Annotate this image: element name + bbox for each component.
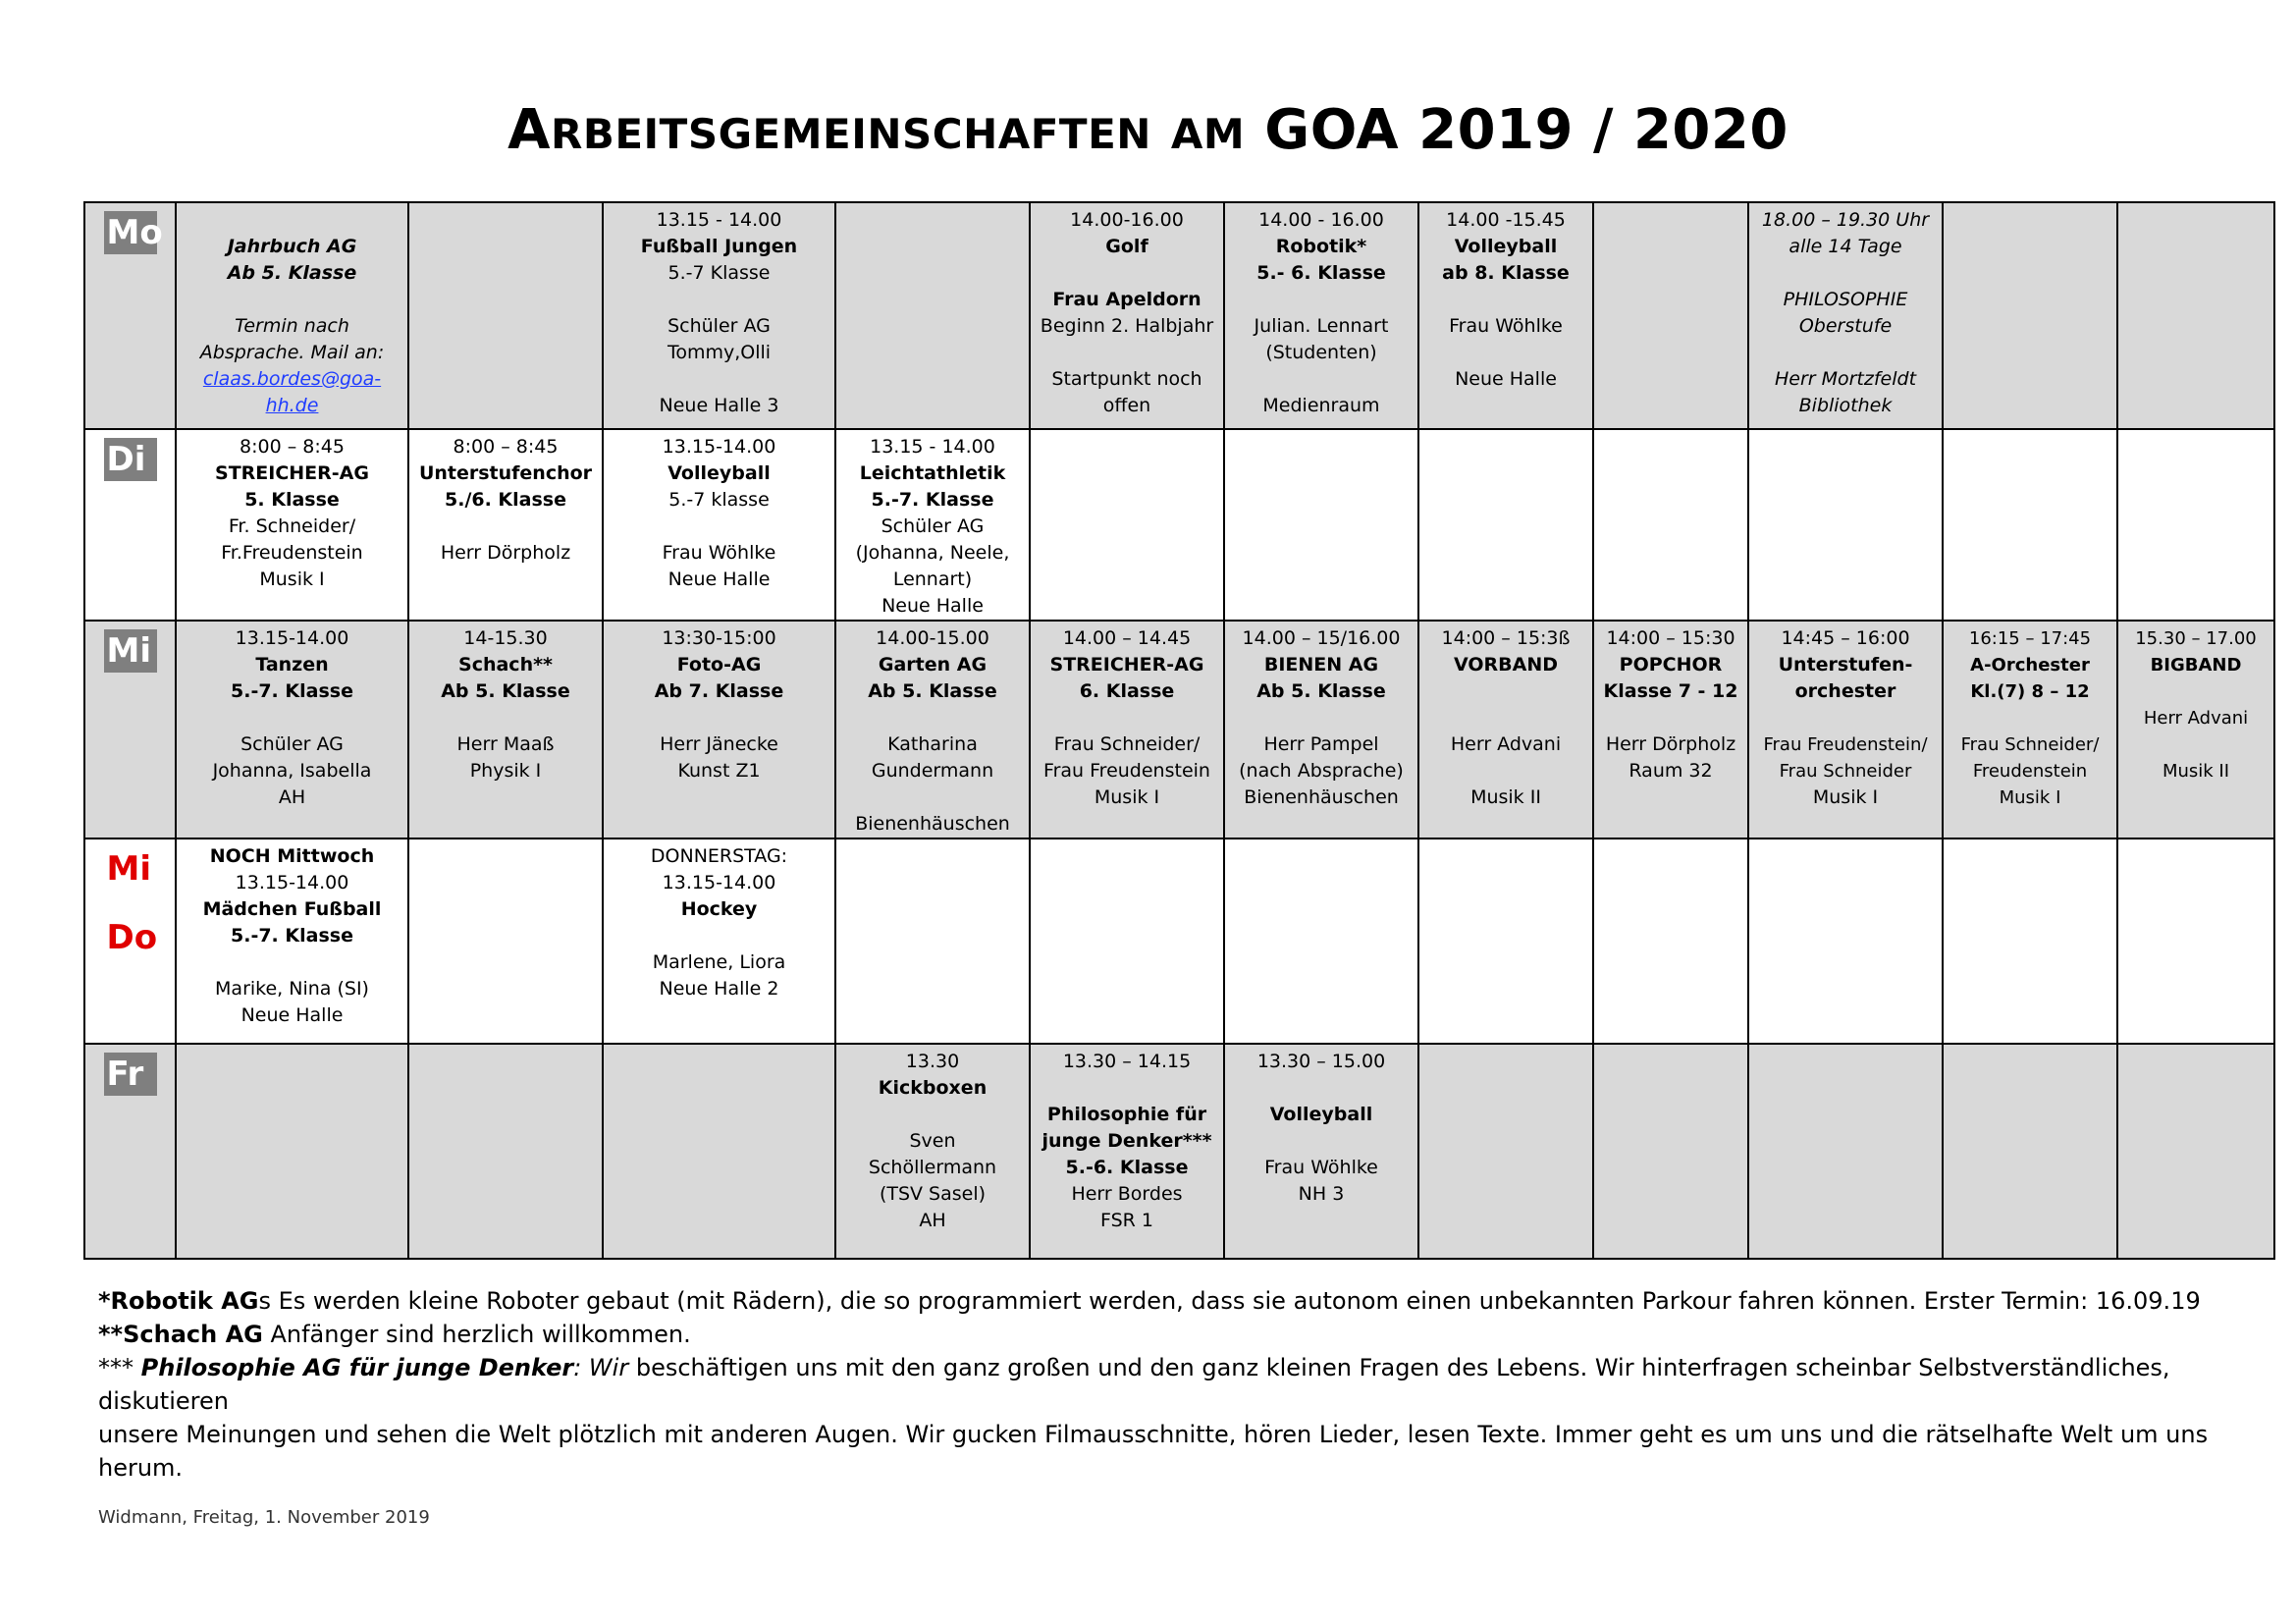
ag-teacher: Frau Wöhlke <box>1449 315 1563 337</box>
ag-teacher: Herr Dörpholz <box>1605 733 1736 755</box>
ag-name: Schach** <box>458 654 553 676</box>
ag-name: Volleyball <box>1269 1104 1373 1125</box>
ag-name: Golf <box>1105 236 1148 257</box>
cell-empty <box>1943 429 2117 621</box>
cell-empty <box>835 839 1030 1044</box>
cell-kickboxen <box>835 1044 1030 1259</box>
ag-room: Raum 32 <box>1629 760 1713 782</box>
ag-time: 13.30 – 14.15 <box>1062 1051 1192 1072</box>
ag-teacher: Sven <box>909 1130 956 1152</box>
ag-time: 14:00 – 15:3ß <box>1441 627 1571 649</box>
cell-tanzen <box>176 621 408 839</box>
ag-name: Volleyball <box>1454 236 1558 257</box>
note-philosophie <box>98 1351 2258 1418</box>
ag-time: 13.15-14.00 <box>662 872 776 893</box>
ag-info: (TSV Sasel) <box>879 1183 987 1205</box>
cell-philosophie-oberstufe <box>1748 202 1943 429</box>
ag-room: Musik II <box>2162 761 2230 782</box>
cell-empty <box>2117 839 2274 1044</box>
ag-room: Bienenhäuschen <box>855 813 1010 835</box>
ag-name: Unterstufenchor <box>418 462 593 484</box>
cell-schach <box>408 621 603 839</box>
cell-empty <box>176 1044 408 1259</box>
ag-name: junge Denker*** <box>1041 1130 1212 1152</box>
ag-teacher: Herr Pampel <box>1263 733 1379 755</box>
ag-klasse: 5.-7 klasse <box>668 489 770 511</box>
cell-streicher-5 <box>176 429 408 621</box>
cell-bienen-ag <box>1224 621 1418 839</box>
day-cell-mo <box>84 202 176 429</box>
cell-empty <box>1593 429 1748 621</box>
cell-jahrbuch <box>176 202 408 429</box>
cell-empty <box>1224 839 1418 1044</box>
cell-robotik <box>1224 202 1418 429</box>
email-link[interactable]: claas.bordes@goa- <box>202 368 382 390</box>
cell-fussball-jungen <box>603 202 835 429</box>
cell-empty <box>603 1044 835 1259</box>
ag-time: 8:00 – 8:45 <box>240 436 345 458</box>
day-cell-mi-do <box>84 839 176 1044</box>
ag-time: 14-15.30 <box>463 627 548 649</box>
ag-teacher: Fr.Freudenstein <box>221 542 363 564</box>
ag-room: AH <box>919 1210 946 1231</box>
ag-room: Bibliothek <box>1798 395 1893 416</box>
day-cell-fr <box>84 1044 176 1259</box>
note-schach <box>98 1318 2258 1351</box>
ag-room: Neue Halle <box>881 595 984 617</box>
ag-time: 14.00-16.00 <box>1070 209 1184 231</box>
ag-name: Robotik* <box>1275 236 1367 257</box>
ag-name: POPCHOR <box>1619 654 1723 676</box>
ag-info: Lennart) <box>892 568 973 590</box>
ag-info: Tommy,Olli <box>667 342 772 363</box>
title-am: AM <box>1170 110 1246 158</box>
cell-garten-ag <box>835 621 1030 839</box>
ag-info: Marike, Nina (SI) <box>215 978 369 1000</box>
cell-volleyball-fr <box>1224 1044 1418 1259</box>
row-mi-do <box>84 839 2274 1044</box>
ag-name: BIGBAND <box>2150 655 2242 676</box>
ag-name: Volleyball <box>667 462 771 484</box>
ag-teacher: Frau Freudenstein/ <box>1763 734 1928 755</box>
ag-teacher: Herr Advani <box>1450 733 1562 755</box>
ag-room: Musik I <box>1094 786 1160 808</box>
day-cell-mi <box>84 621 176 839</box>
cell-empty <box>1593 839 1748 1044</box>
ag-room: Bienenhäuschen <box>1244 786 1399 808</box>
ag-klasse: Ab 5. Klasse <box>441 680 570 702</box>
cell-empty <box>1943 839 2117 1044</box>
ag-time: 13.15 - 14.00 <box>870 436 995 458</box>
ag-time: 14.00 -15.45 <box>1446 209 1566 231</box>
ag-klasse: Ab 5. Klasse <box>1256 680 1386 702</box>
ag-name: Tanzen <box>255 654 329 676</box>
cell-empty <box>1224 429 1418 621</box>
day-label-do-red: Do <box>106 918 158 957</box>
cell-golf <box>1030 202 1224 429</box>
ag-name: Fußball Jungen <box>640 236 798 257</box>
title-rest-smallcaps: RBEITSGEMEINSCHAFTEN <box>551 110 1151 158</box>
cell-empty <box>408 202 603 429</box>
ag-room: Medienraum <box>1262 395 1380 416</box>
ag-teacher: Herr Maaß <box>456 733 555 755</box>
cell-empty <box>408 1044 603 1259</box>
ag-klasse: 5.- 6. Klasse <box>1256 262 1386 284</box>
cell-volleyball-mo <box>1418 202 1593 429</box>
ag-time: 13.30 <box>905 1051 960 1072</box>
note-text: beschäftigen uns mit den ganz großen und den ganz kleinen Fragen des Lebens. Wir hinterfragen scheinbar Selbstverständliches, diskutieren <box>98 1354 2170 1415</box>
cell-empty <box>2117 429 2274 621</box>
ag-name: Garten AG <box>878 654 988 676</box>
note-text: unsere Meinungen und sehen die Welt plötzlich mit anderen Augen. Wir gucken Filmausschnitte, hören Lieder, lesen Texte. Immer geht es um uns und die rätselhafte Welt um uns herum. <box>98 1421 2209 1482</box>
ag-room: Musik I <box>1812 786 1879 808</box>
ag-time: 13.30 – 15.00 <box>1256 1051 1386 1072</box>
ag-time: 14.00 – 15/16.00 <box>1242 627 1401 649</box>
cell-empty <box>835 202 1030 429</box>
row-montag <box>84 202 2274 429</box>
row-mittwoch <box>84 621 2274 839</box>
ag-teacher: Frau Schneider/ <box>1053 733 1201 755</box>
ag-time: 15.30 – 17.00 <box>2135 628 2257 649</box>
ag-klasse: Ab 5. Klasse <box>868 680 997 702</box>
cell-foto-ag <box>603 621 835 839</box>
page-title <box>0 98 2296 162</box>
ag-info: Startpunkt noch <box>1051 368 1202 390</box>
cell-bigband <box>2117 621 2274 839</box>
ag-info: Absprache. Mail an: <box>199 342 385 363</box>
cell-leichtathletik <box>835 429 1030 621</box>
ag-teacher: Frau Apeldorn <box>1052 289 1201 310</box>
note-text: s Es werden kleine Roboter gebaut (mit Rädern), die so programmiert werden, dass sie autonom einen unbekannten Parkour fahren können. Erster Termin: 16.09.19 <box>258 1287 2201 1315</box>
ag-klasse: Ab 7. Klasse <box>654 680 784 702</box>
ag-name: A-Orchester <box>1970 655 2090 676</box>
ag-room: Musik I <box>1999 787 2061 808</box>
ag-klasse: Oberstufe <box>1798 315 1893 337</box>
ag-room: Neue Halle 3 <box>659 395 779 416</box>
footnotes <box>98 1284 2258 1485</box>
ag-room: Kunst Z1 <box>677 760 761 782</box>
ag-name: Kickboxen <box>878 1077 988 1099</box>
ag-name: orchester <box>1794 680 1896 702</box>
note-philosophie-cont <box>98 1418 2258 1485</box>
cell-popchor <box>1593 621 1748 839</box>
day-label-mo: Mo <box>104 211 157 254</box>
ag-info: alle 14 Tage <box>1789 236 1902 257</box>
ag-klasse: Ab 5. Klasse <box>227 262 357 284</box>
note-robotik <box>98 1284 2258 1318</box>
ag-room: Musik I <box>259 568 325 590</box>
cell-unterstufenchor <box>408 429 603 621</box>
ag-name: VORBAND <box>1453 654 1558 676</box>
ag-klasse: Klasse 7 - 12 <box>1603 680 1738 702</box>
ag-teacher: Herr Mortzfeldt <box>1774 368 1917 390</box>
ag-klasse: 5./6. Klasse <box>445 489 566 511</box>
ag-teacher: Fr. Schneider/ <box>228 515 356 537</box>
ag-teacher: Herr Bordes <box>1071 1183 1183 1205</box>
ag-time: 14.00-15.00 <box>876 627 989 649</box>
cell-empty <box>1748 1044 1943 1259</box>
ag-info: DONNERSTAG: <box>650 845 788 867</box>
ag-time: 14.00 – 14.45 <box>1062 627 1192 649</box>
cell-empty <box>1593 1044 1748 1259</box>
ag-klasse: Kl.(7) 8 – 12 <box>1970 681 2090 702</box>
ag-klasse: 5.-7. Klasse <box>231 680 353 702</box>
cell-empty <box>1748 429 1943 621</box>
ag-room: AH <box>278 786 306 808</box>
cell-empty <box>1418 839 1593 1044</box>
ag-info: Schüler AG <box>881 515 985 537</box>
ag-info: Schüler AG <box>667 315 771 337</box>
ag-teacher: Julian. Lennart <box>1254 315 1389 337</box>
cell-empty <box>1030 839 1224 1044</box>
ag-room: FSR 1 <box>1100 1210 1153 1231</box>
cell-empty <box>1943 202 2117 429</box>
ag-room: Neue Halle <box>1455 368 1557 390</box>
ag-room: Neue Halle <box>667 568 771 590</box>
ag-info: (Studenten) <box>1265 342 1377 363</box>
ag-name: Mädchen Fußball <box>202 898 382 920</box>
ag-info: Schüler AG <box>240 733 344 755</box>
ag-klasse: 5.-7. Klasse <box>871 489 994 511</box>
ag-name: Philosophie für <box>1046 1104 1207 1125</box>
ag-time: 14.00 - 16.00 <box>1258 209 1384 231</box>
cell-vorband <box>1418 621 1593 839</box>
ag-teacher: Frau Freudenstein <box>1043 760 1210 782</box>
ag-time: 13.15 - 14.00 <box>656 209 782 231</box>
cell-volleyball-di <box>603 429 835 621</box>
ag-name: Leichtathletik <box>859 462 1006 484</box>
ag-teacher: Frau Wöhlke <box>662 542 776 564</box>
ag-teacher: Katharina <box>887 733 978 755</box>
cell-empty <box>1418 429 1593 621</box>
cell-empty <box>2117 202 2274 429</box>
ag-info: Johanna, Isabella <box>212 760 372 782</box>
ag-teacher: Freudenstein <box>1972 761 2088 782</box>
ag-info: (Johanna, Neele, <box>855 542 1010 564</box>
cell-empty <box>2117 1044 2274 1259</box>
ag-info: (nach Absprache) <box>1239 760 1404 782</box>
ag-info: NOCH Mittwoch <box>209 845 375 867</box>
cell-philosophie-junge-denker <box>1030 1044 1224 1259</box>
ag-info: offen <box>1102 395 1151 416</box>
ag-room: Physik I <box>469 760 542 782</box>
ag-teacher: Herr Jänecke <box>660 733 778 755</box>
ag-time: 13.15-14.00 <box>235 872 349 893</box>
ag-teacher: Herr Dörpholz <box>440 542 571 564</box>
ag-teacher: Schöllermann <box>868 1157 997 1178</box>
ag-name: PHILOSOPHIE <box>1783 289 1908 310</box>
ag-time: 14:45 – 16:00 <box>1781 627 1910 649</box>
note-label: *Robotik AG <box>98 1287 259 1315</box>
day-label-mi: Mi <box>104 629 157 673</box>
ag-room: Neue Halle <box>240 1004 344 1026</box>
ag-room: Neue Halle 2 <box>659 978 779 1000</box>
cell-empty <box>1748 839 1943 1044</box>
ag-name: BIENEN AG <box>1263 654 1379 676</box>
note-text: Anfänger sind herzlich willkommen. <box>262 1321 691 1348</box>
cell-streicher-6 <box>1030 621 1224 839</box>
ag-room: NH 3 <box>1298 1183 1345 1205</box>
ag-info: Beginn 2. Halbjahr <box>1040 315 1214 337</box>
day-label-fr: Fr <box>104 1053 157 1096</box>
cell-maedchen-fussball <box>176 839 408 1044</box>
ag-info: Marlene, Liora <box>652 951 786 973</box>
cell-a-orchester <box>1943 621 2117 839</box>
ag-teacher: Herr Advani <box>2143 708 2249 729</box>
ag-teacher: Frau Schneider <box>1779 761 1912 782</box>
note-label: **Schach AG <box>98 1321 263 1348</box>
cell-empty <box>1030 429 1224 621</box>
ag-klasse: 6. Klasse <box>1079 680 1175 702</box>
ag-time: 8:00 – 8:45 <box>453 436 559 458</box>
cell-empty <box>1593 202 1748 429</box>
email-link[interactable]: hh.de <box>265 395 319 416</box>
row-dienstag <box>84 429 2274 621</box>
ag-klasse: 5.-7 Klasse <box>667 262 771 284</box>
schedule-table <box>83 201 2275 1260</box>
ag-info: Termin nach <box>235 315 349 337</box>
ag-time: 13.15-14.00 <box>235 627 349 649</box>
day-label-di: Di <box>104 438 157 481</box>
cell-empty <box>1943 1044 2117 1259</box>
ag-name: STREICHER-AG <box>215 462 369 484</box>
row-freitag <box>84 1044 2274 1259</box>
ag-klasse: ab 8. Klasse <box>1442 262 1570 284</box>
ag-name: Hockey <box>680 898 758 920</box>
ag-room: Musik II <box>1470 786 1541 808</box>
ag-name: STREICHER-AG <box>1049 654 1204 676</box>
ag-name: Jahrbuch AG <box>227 236 357 257</box>
cell-empty <box>408 839 603 1044</box>
day-label-mi-red: Mi <box>106 849 151 889</box>
title-initial: A <box>507 98 552 162</box>
ag-teacher: Frau Wöhlke <box>1264 1157 1378 1178</box>
ag-klasse: 5.-6. Klasse <box>1065 1157 1189 1178</box>
note-label: Philosophie AG für junge Denker <box>140 1354 574 1381</box>
ag-time: 16:15 – 17:45 <box>1968 628 2092 649</box>
ag-time: 13:30-15:00 <box>662 627 776 649</box>
cell-hockey <box>603 839 835 1044</box>
ag-klasse: 5. Klasse <box>244 489 340 511</box>
ag-name: Foto-AG <box>676 654 762 676</box>
cell-empty <box>1418 1044 1593 1259</box>
ag-teacher: Frau Schneider/ <box>1960 734 2100 755</box>
ag-time: 13.15-14.00 <box>662 436 776 458</box>
ag-klasse: 5.-7. Klasse <box>231 925 353 947</box>
note-text: : Wir <box>573 1354 629 1381</box>
cell-unterstufenorchester <box>1748 621 1943 839</box>
title-goa-year: GOA 2019 / 2020 <box>1264 98 1789 162</box>
footer-author-date: Widmann, Freitag, 1. November 2019 <box>98 1507 430 1528</box>
ag-time: 18.00 – 19.30 Uhr <box>1761 209 1930 231</box>
ag-teacher: Gundermann <box>871 760 994 782</box>
ag-name: Unterstufen- <box>1778 654 1913 676</box>
day-cell-di <box>84 429 176 621</box>
ag-time: 14:00 – 15:30 <box>1606 627 1735 649</box>
note-marker: *** <box>98 1354 141 1381</box>
